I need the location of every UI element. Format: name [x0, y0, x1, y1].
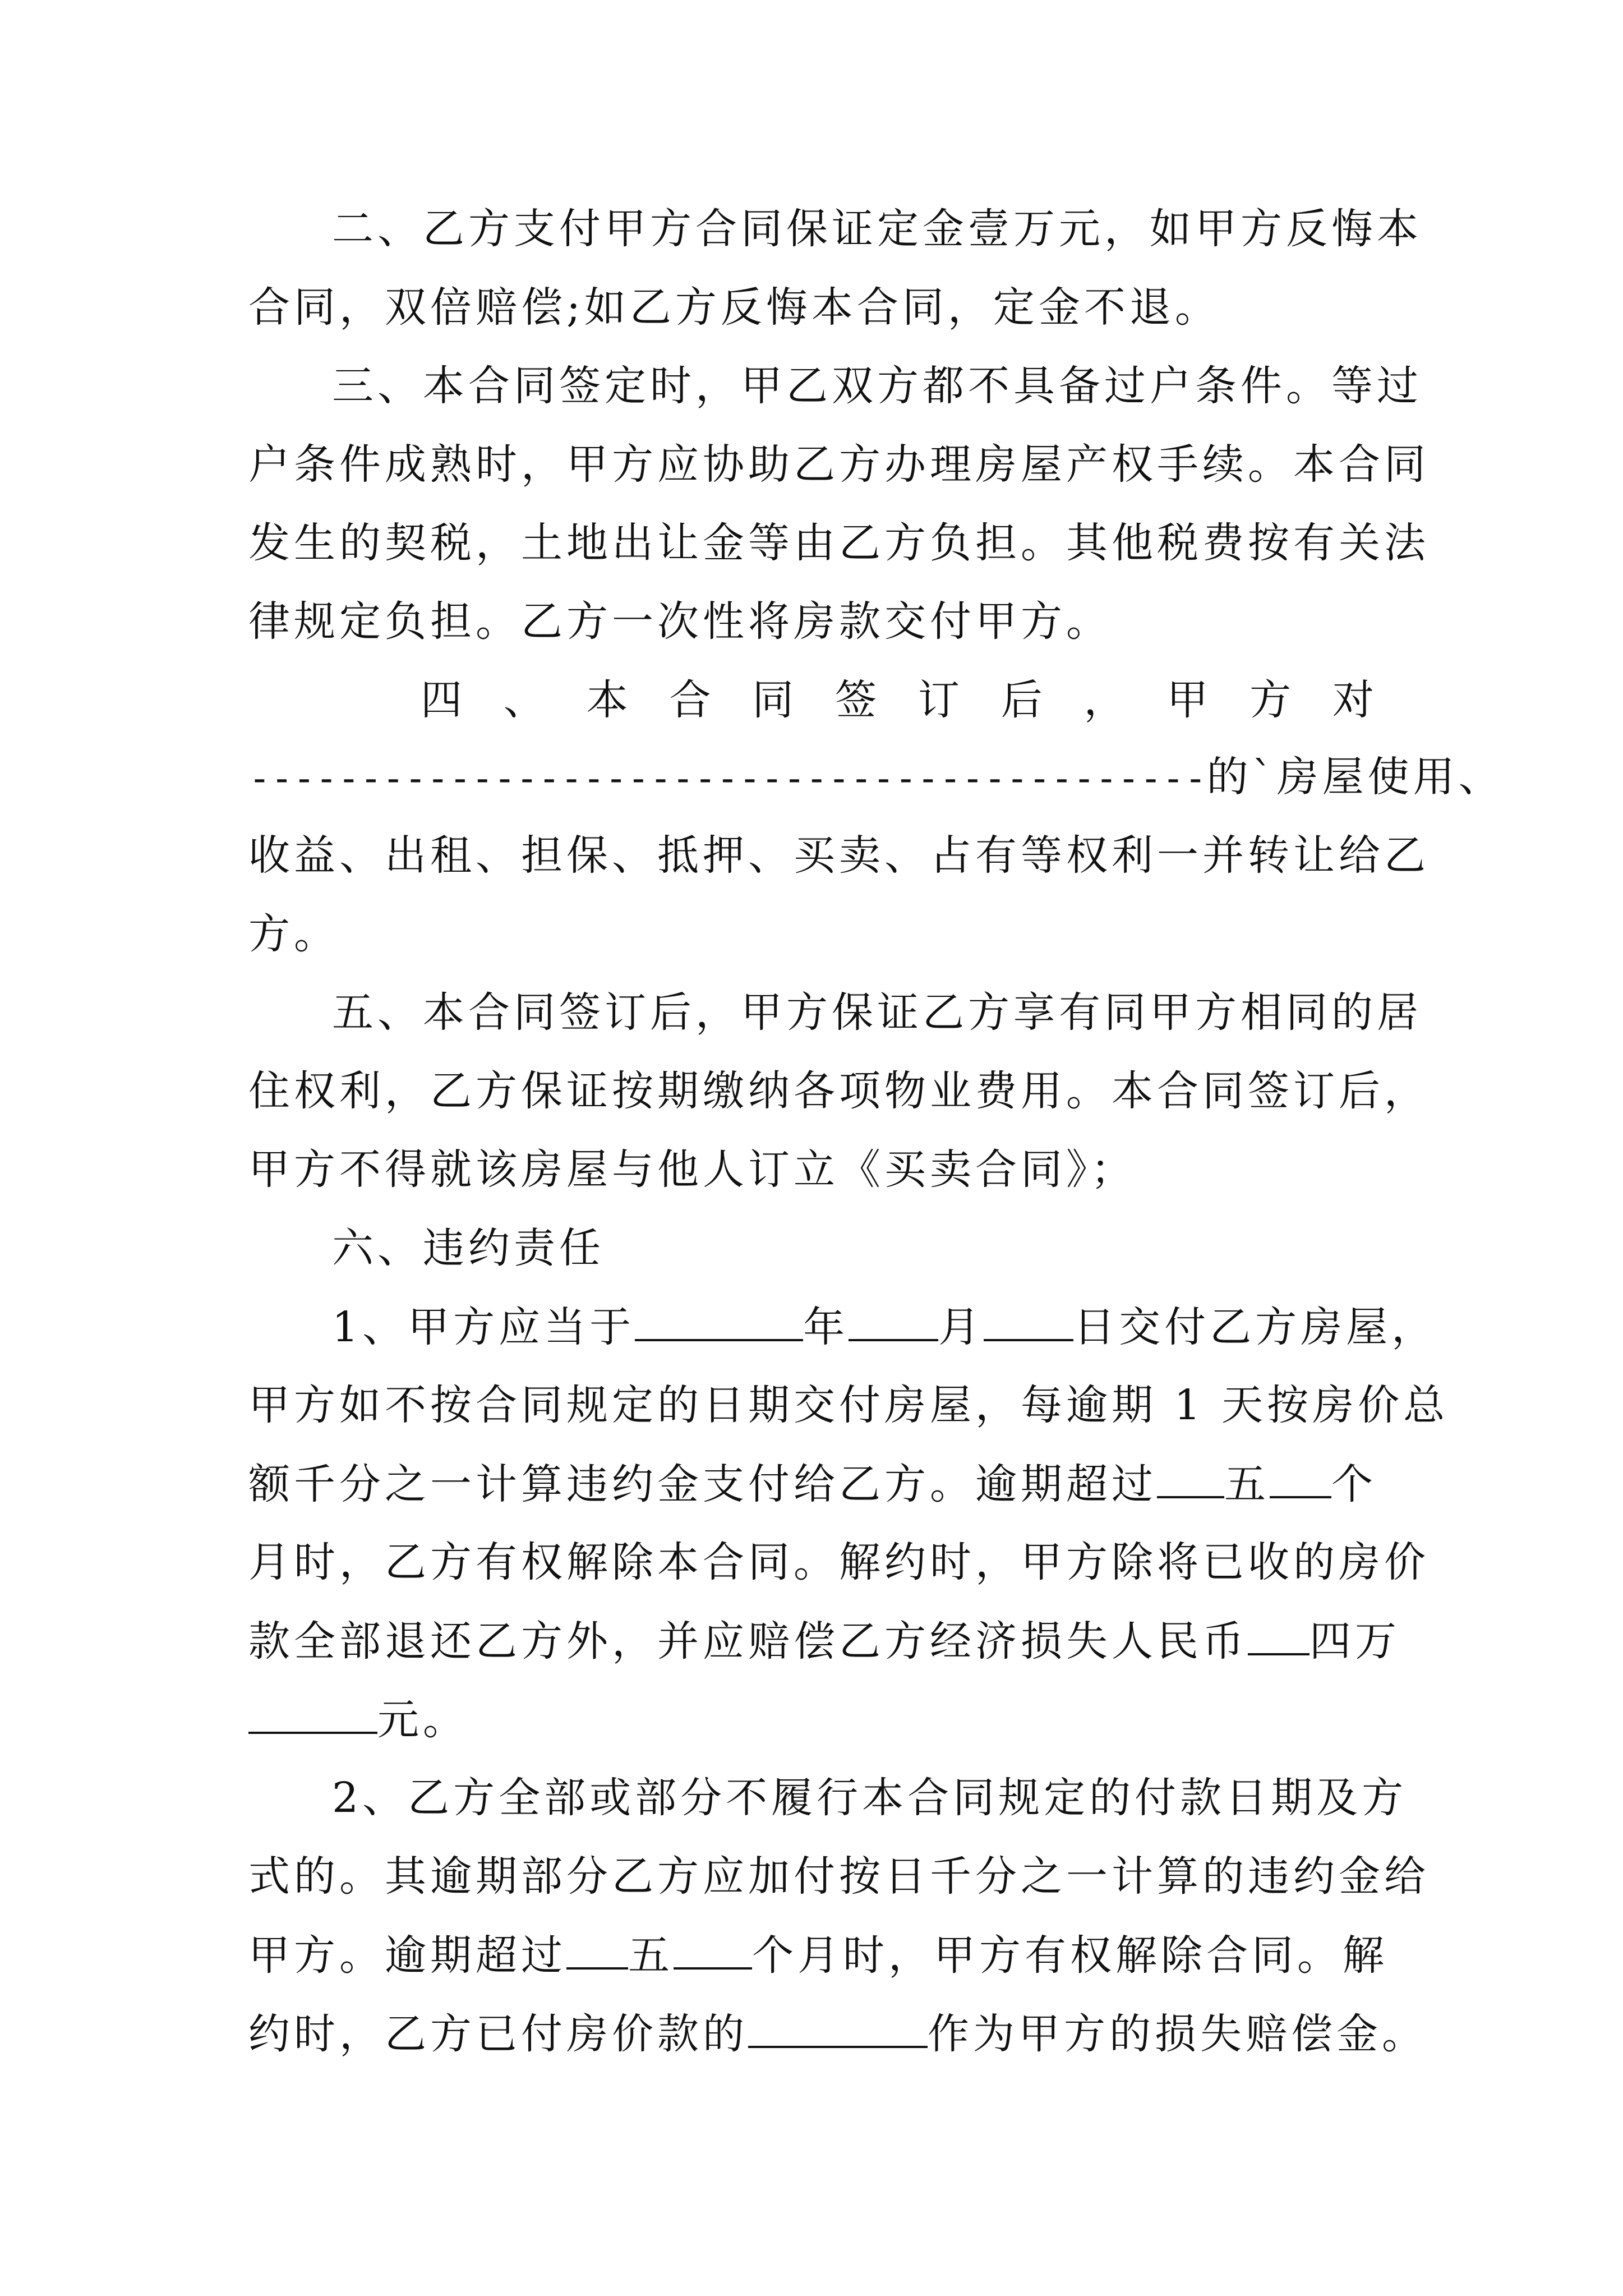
clause-4-char: 甲: [1166, 676, 1209, 724]
clause-3-line-2: 户条件成熟时，甲方应协助乙方办理房屋产权手续。本合同: [248, 440, 1430, 489]
fill-blank-year: [635, 1299, 803, 1341]
clause-6-2-line-1: 2、乙方全部或部分不履行本合同规定的付款日期及方: [332, 1774, 1408, 1822]
text-segment: 作为甲方的损失赔偿金。: [928, 2010, 1427, 2058]
clause-4-line-2: [248, 749, 1504, 805]
filled-value: 五: [628, 1931, 674, 1980]
clause-6-1-line-5: [248, 1613, 1400, 1669]
clause-4-line-2-text: 的`房屋使用、: [1206, 753, 1504, 801]
clause-6-2-line-4: [248, 2005, 1427, 2062]
text-segment: 元。: [377, 1696, 468, 1744]
fill-blank: [248, 1691, 377, 1734]
clause-6-1-line-6: [248, 1691, 1376, 1747]
clause-4-line-4: 方。: [248, 910, 339, 958]
fill-blank: [566, 1927, 628, 1970]
clause-6-1-line-2: 甲方如不按合同规定的日期交付房屋，每逾期 1 天按房价总: [248, 1381, 1449, 1429]
text-segment: 甲方。逾期超过: [248, 1931, 566, 1980]
clause-4-char: ，: [1083, 676, 1126, 724]
clause-4-char: 订: [917, 676, 960, 724]
clause-4-line-3: 收益、出租、担保、抵押、买卖、占有等权利一并转让给乙: [248, 831, 1430, 880]
text-segment: 年: [803, 1303, 849, 1351]
text-segment: 月: [938, 1303, 984, 1351]
clause-5-line-1: 五、本合同签订后，甲方保证乙方享有同甲方相同的居: [332, 988, 1422, 1037]
clause-6-1-line-1: [332, 1299, 1437, 1355]
clause-4-char: 方: [1249, 676, 1292, 724]
clause-5-line-3: 甲方不得就该房屋与他人订立《买卖合同》；: [248, 1145, 1136, 1194]
filled-value: 四万: [1310, 1617, 1400, 1665]
fill-blank-day: [984, 1299, 1073, 1341]
clause-4-char: 、: [503, 676, 545, 724]
fill-blank: [1248, 1613, 1310, 1655]
filled-value: 五: [1224, 1460, 1270, 1508]
clause-5-line-2: 住权利，乙方保证按期缴纳各项物业费用。本合同签订后，: [248, 1067, 1430, 1115]
fill-blank: [1157, 1456, 1224, 1498]
clause-4-char: 同: [752, 676, 794, 724]
fill-blank-month: [849, 1299, 938, 1341]
text-segment: 个: [1331, 1460, 1377, 1508]
fill-blank: [1270, 1456, 1331, 1498]
clause-2-line-1: 二、乙方支付甲方合同保证定金壹万元，如甲方反悔本: [332, 205, 1422, 253]
fill-blank: [674, 1927, 752, 1970]
text-segment: 约时，乙方已付房价款的: [248, 2010, 748, 2058]
clause-2-line-2: 合同，双倍赔偿;如乙方反悔本合同，定金不退。: [248, 283, 1220, 332]
clause-3-line-4: 律规定负担。乙方一次性将房款交付甲方。: [248, 597, 1112, 646]
clause-6-2-line-3: [248, 1927, 1388, 1983]
text-segment: 款全部退还乙方外，并应赔偿乙方经济损失人民币: [248, 1617, 1248, 1665]
clause-4-char: 本: [586, 676, 628, 724]
clause-3-line-3: 发生的契税，土地出让金等由乙方负担。其他税费按有关法: [248, 519, 1430, 567]
text-segment: 额千分之一计算违约金支付给乙方。逾期超过: [248, 1460, 1157, 1508]
clause-3-line-1: 三、本合同签定时，甲乙双方都不具备过户条件。等过: [332, 362, 1422, 410]
clause-4-char: 签: [835, 676, 877, 724]
dash-line: -------------------------------------------: [248, 757, 1207, 800]
clause-6-1-line-4: 月时，乙方有权解除本合同。解约时，甲方除将已收的房价: [248, 1538, 1430, 1586]
text-segment: 日交付乙方房屋，: [1073, 1303, 1437, 1351]
text-segment: 1、甲方应当于: [332, 1303, 635, 1351]
clause-6-2-line-2: 式的。其逾期部分乙方应加付按日千分之一计算的违约金给: [248, 1852, 1430, 1901]
clause-6-heading: 六、违约责任: [332, 1224, 605, 1272]
text-segment: 个月时，甲方有权解除合同。解: [752, 1931, 1388, 1980]
clause-4-char: 对: [1332, 676, 1374, 724]
clause-6-1-line-3: [248, 1456, 1376, 1512]
clause-4-line-1: [421, 672, 1374, 728]
clause-4-char: 合: [669, 676, 711, 724]
clause-4-char: 后: [1000, 676, 1043, 724]
clause-4-char: 四: [421, 676, 462, 724]
fill-blank: [748, 2005, 928, 2048]
